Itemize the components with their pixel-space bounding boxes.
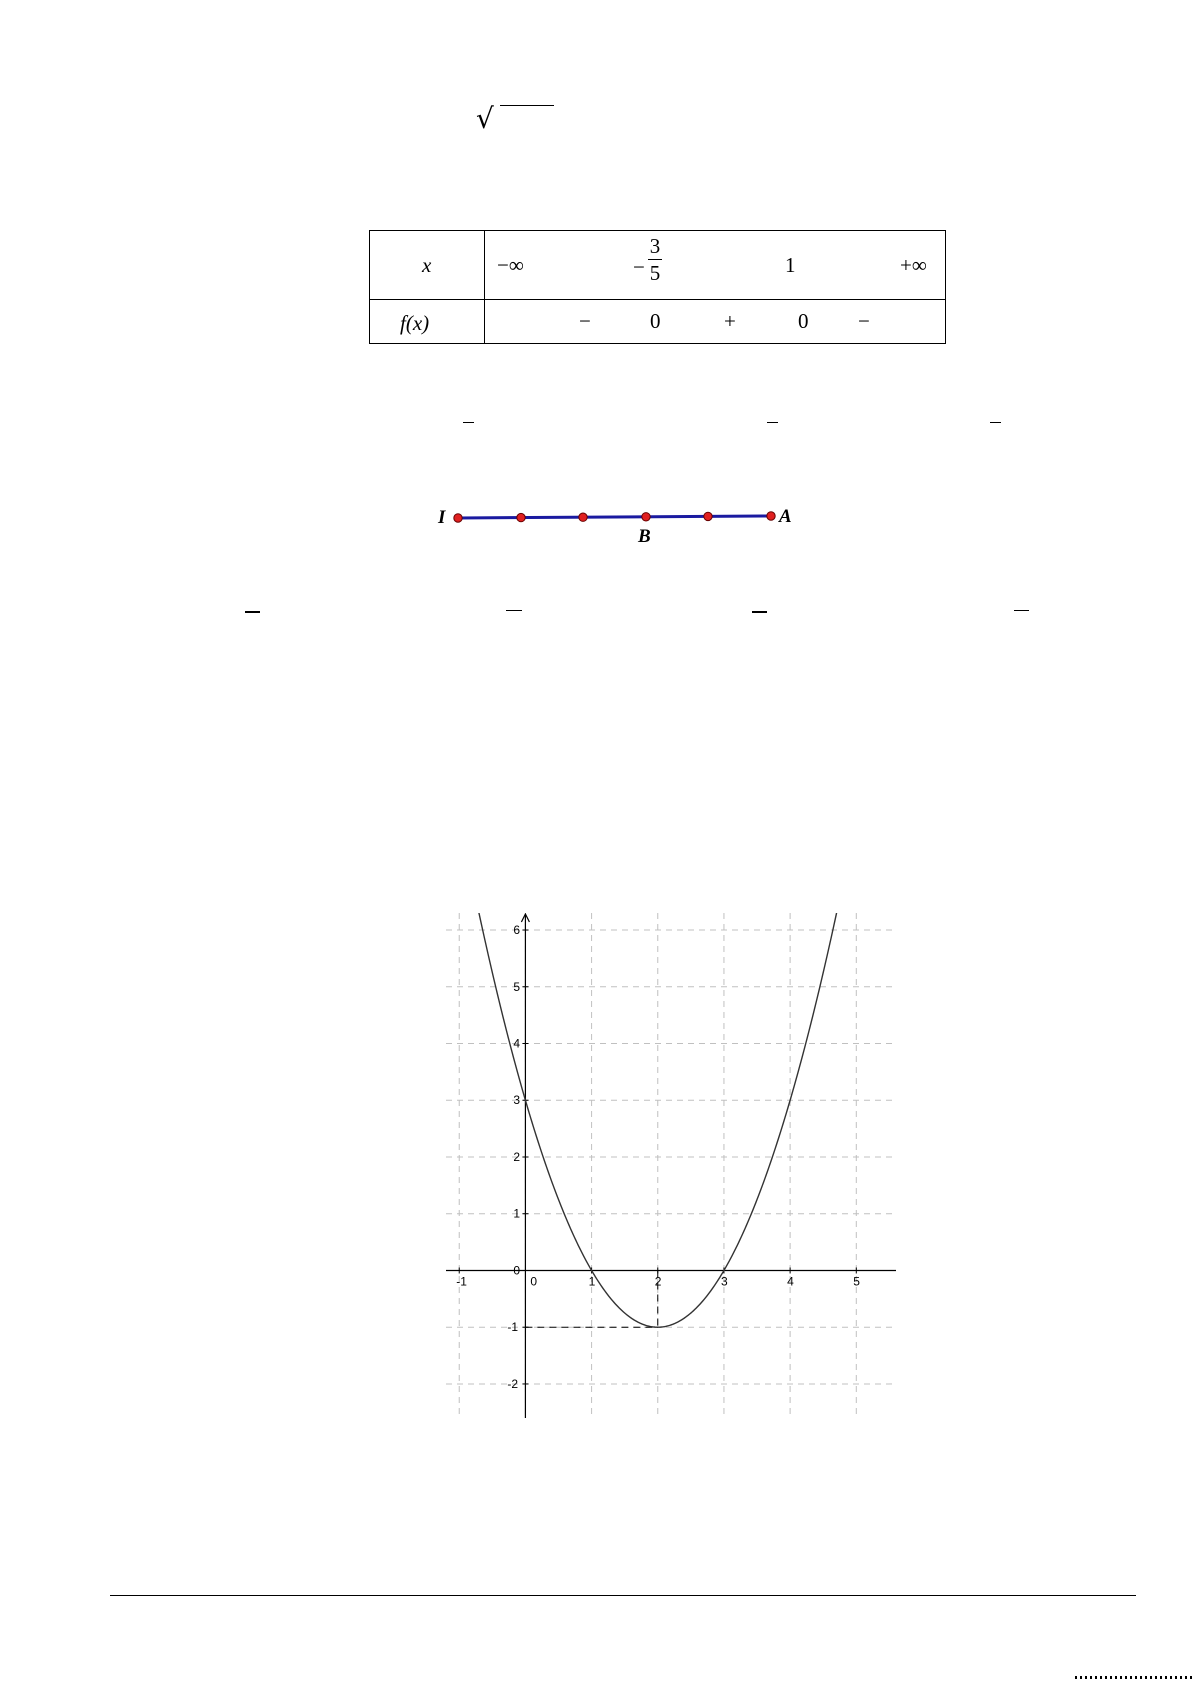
sign-interval-3: − [858,309,870,333]
sqrt-vinculum [500,105,554,106]
x-tick-label: 1 [588,1274,596,1289]
y-tick-label: 6 [513,923,521,938]
fraction-bar [648,259,662,260]
fraction-bar-fragment [752,611,767,613]
y-tick-label: 3 [513,1093,521,1108]
y-tick-label: 1 [513,1206,521,1221]
sign-interval-2: + [724,309,736,333]
fraction-numerator: 3 [649,234,661,258]
fraction-bar-fragment [245,611,260,613]
row-label-fx: f(x) [400,311,430,335]
x-value-fraction [646,235,664,284]
table-row-divider [370,299,945,300]
segment-point [517,513,525,521]
segment-point [704,512,712,520]
y-tick-label: 2 [513,1149,521,1164]
x-tick-label: 2 [654,1274,662,1289]
x-value-one: 1 [785,253,796,277]
x-tick-label: 4 [787,1274,794,1289]
fraction-denominator: 5 [649,261,661,285]
graph-svg [446,913,896,1418]
point-label-i: I [438,507,446,528]
y-tick-label: -2 [507,1376,519,1391]
x-tick-label: 0 [530,1274,538,1289]
point-label-a: A [779,506,792,527]
fraction-bar-fragment [1014,610,1029,611]
y-tick-label: 4 [513,1036,521,1051]
fraction-bar-fragment [506,610,522,611]
x-tick-label: 5 [853,1274,860,1289]
segment-point [642,513,650,521]
sign-table [369,230,946,344]
x-tick-label: 3 [720,1274,728,1289]
point-label-b: B [638,526,651,547]
y-tick-label: -1 [507,1320,519,1335]
x-value-fraction-sign: − [633,255,645,279]
sign-interval-1: − [579,309,591,333]
x-value-pos-inf: +∞ [900,253,927,277]
parabola-graph [446,913,896,1418]
segment-diagram [430,500,810,550]
segment-svg [430,500,810,550]
segment-line [458,516,771,518]
fraction-bar-fragment [767,422,778,423]
table-column-divider [484,231,485,343]
segment-point [579,513,587,521]
segment-point [454,514,462,522]
footer-rule [110,1595,1136,1596]
fraction-bar-fragment [463,422,474,423]
y-tick-label: 0 [513,1263,521,1278]
segment-point [767,512,775,520]
row-label-x: x [422,253,432,277]
fraction-bar-fragment [990,422,1001,423]
x-value-neg-inf: −∞ [497,253,524,277]
y-tick-label: 5 [513,979,521,994]
sign-zero-2: 0 [798,309,809,333]
bottom-dotted-edge [1075,1676,1192,1679]
sign-zero-1: 0 [650,309,661,333]
x-tick-label: -1 [456,1274,467,1289]
sqrt-symbol: √ [476,102,494,135]
